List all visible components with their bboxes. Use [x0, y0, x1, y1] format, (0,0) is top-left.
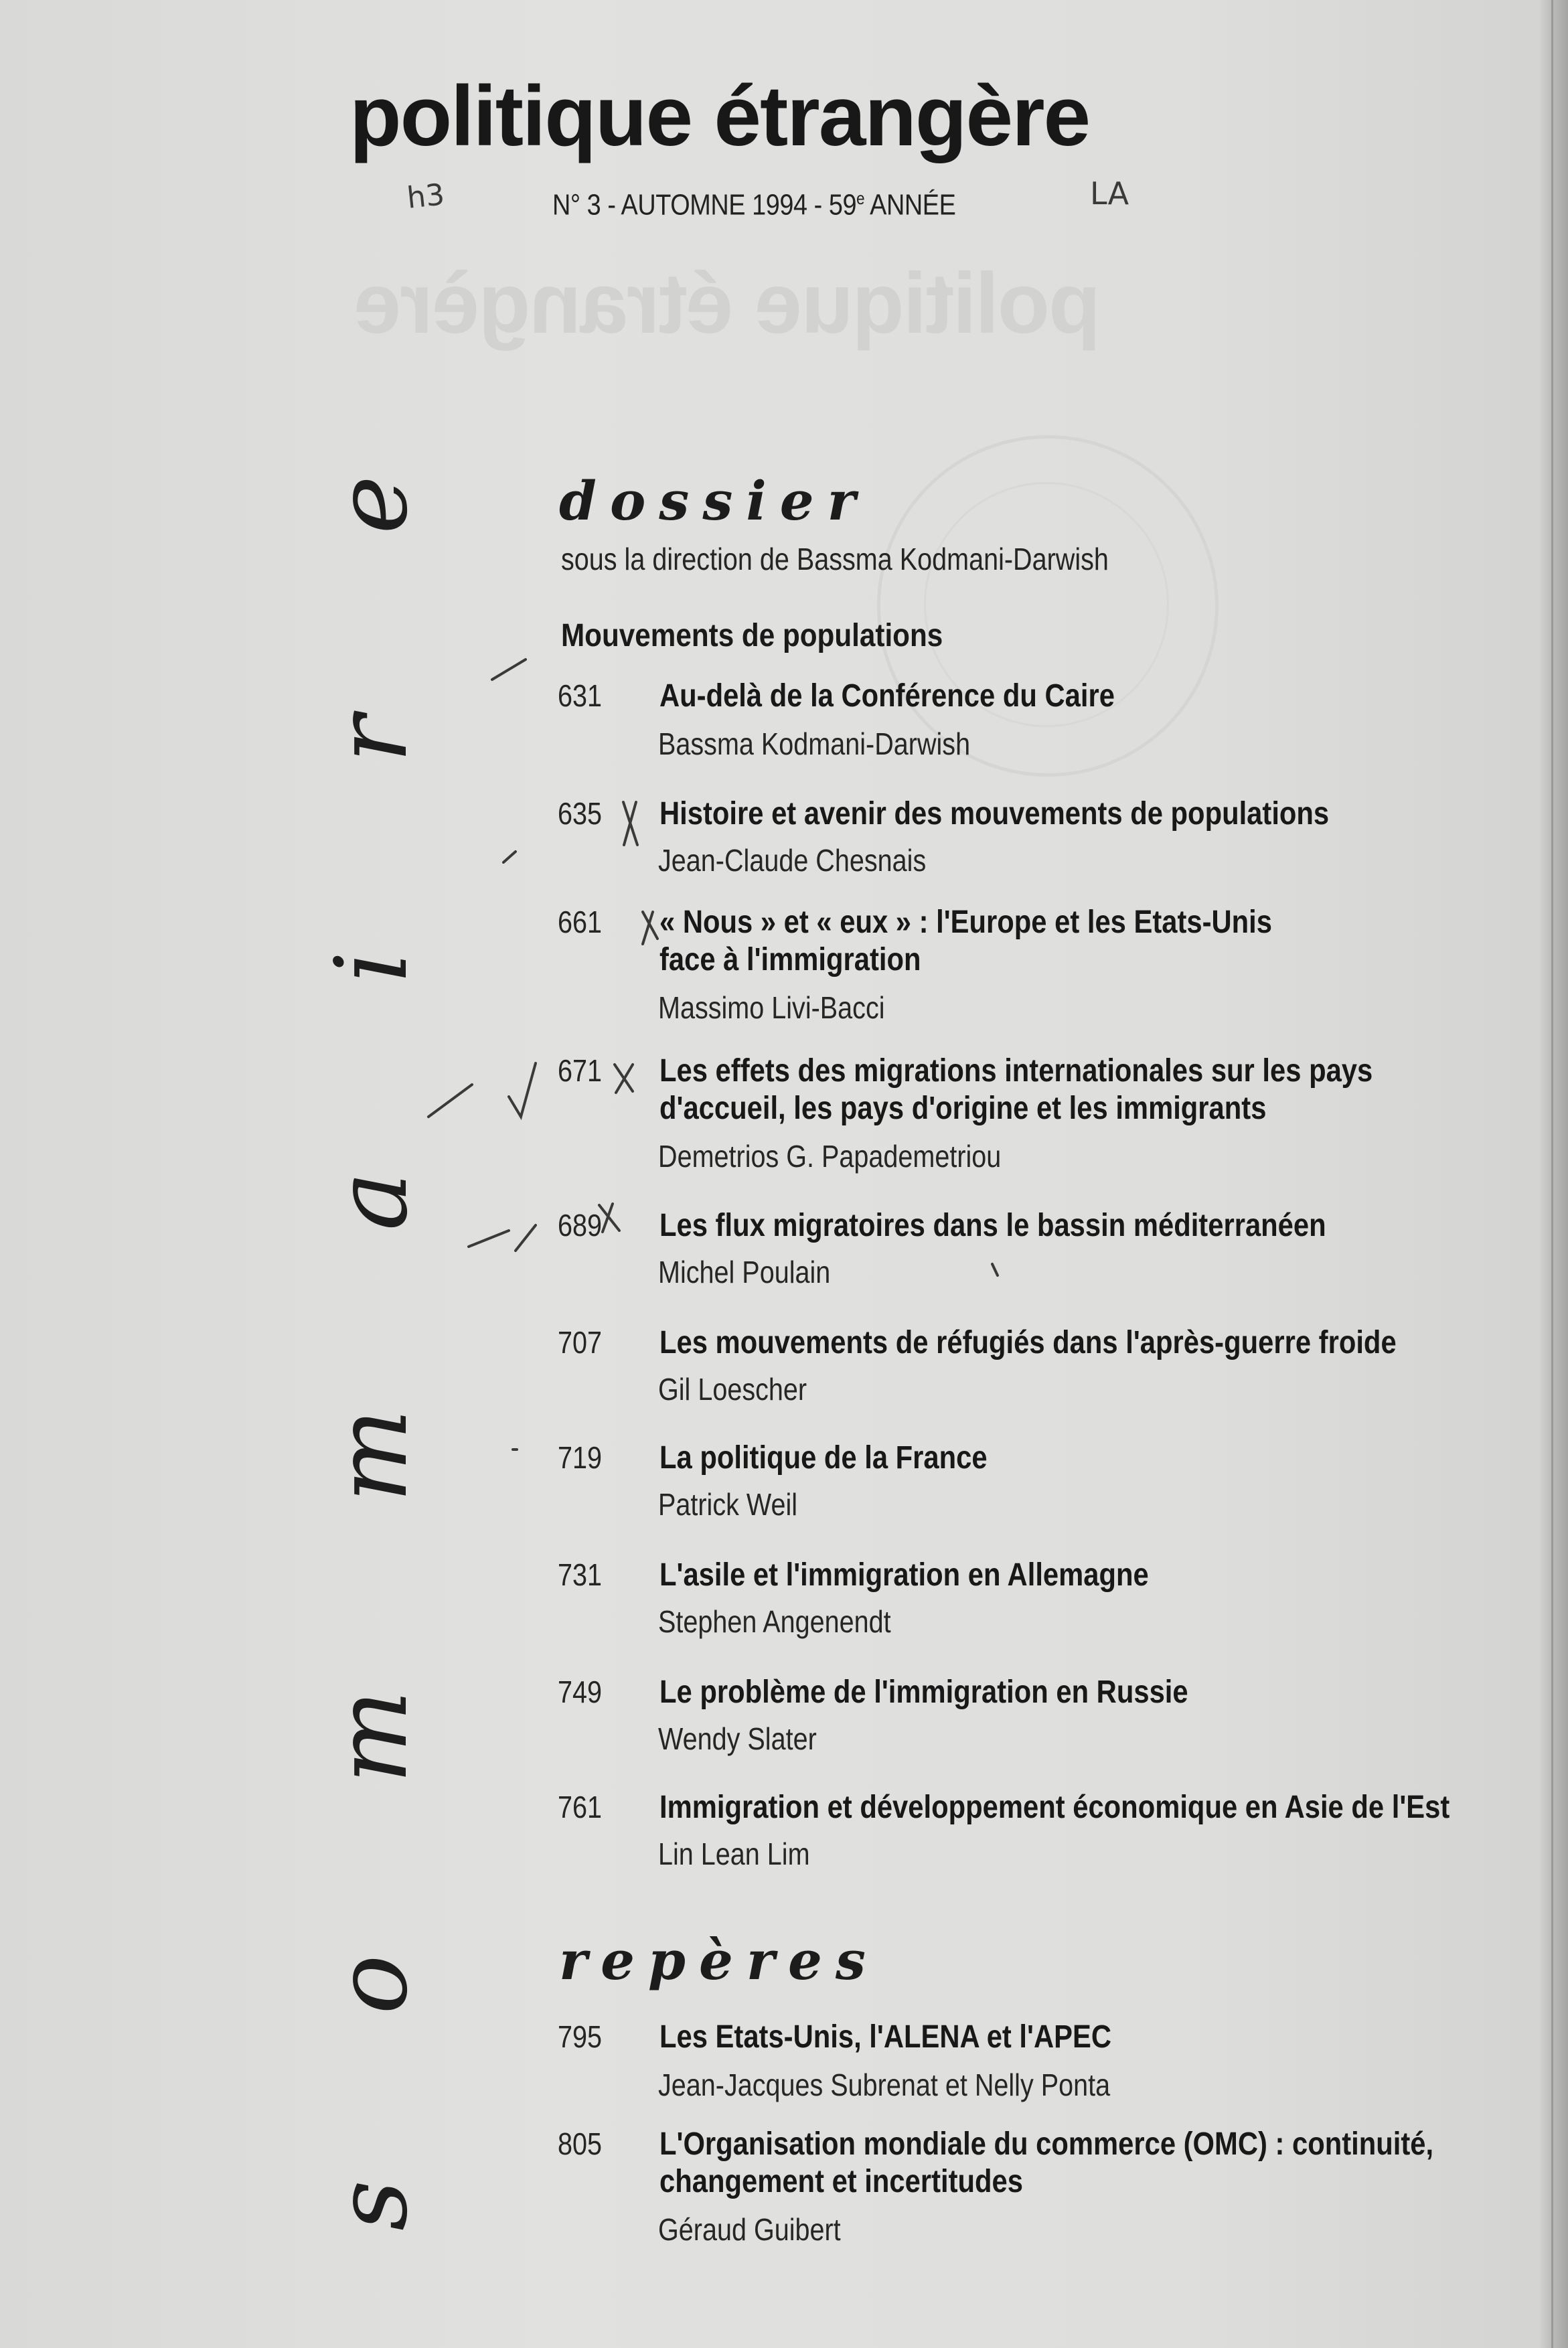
toc-title: Au-delà de la Conférence du Caire: [659, 678, 1115, 714]
vertical-letter: m: [314, 1689, 429, 1784]
vertical-letter: s: [314, 2180, 429, 2231]
dossier-subsection: Mouvements de populations: [561, 618, 943, 653]
toc-author: Stephen Angenendt: [658, 1604, 891, 1639]
toc-title: Les flux migratoires dans le bassin méditerranéen: [659, 1208, 1326, 1243]
toc-page-number: 731: [558, 1557, 603, 1592]
toc-page-number: 631: [558, 678, 603, 713]
toc-page-number: 719: [558, 1440, 603, 1475]
toc-page-number: 795: [558, 2019, 603, 2054]
toc-page-number: 707: [558, 1325, 603, 1360]
vertical-letter: m: [314, 1408, 429, 1503]
reperes-heading: repères: [559, 1929, 879, 1992]
toc-title: L'asile et l'immigration en Allemagne: [659, 1557, 1149, 1593]
toc-author: Jean-Jacques Subrenat et Nelly Ponta: [658, 2067, 1111, 2102]
toc-author: Demetrios G. Papademetriou: [658, 1139, 1002, 1174]
issue-prefix: N° 3 - AUTOMNE 1994 - 59: [552, 188, 857, 222]
toc-title: Les Etats-Unis, l'ALENA et l'APEC: [659, 2019, 1111, 2055]
toc-author: Michel Poulain: [658, 1255, 831, 1289]
vertical-letter: r: [314, 715, 429, 763]
toc-title: Les effets des migrations internationales sur les pays d'accueil, les pays d'origine et les immigrants: [659, 1053, 1373, 1126]
issue-suffix: ANNÉE: [864, 188, 956, 222]
toc-page-number: 749: [558, 1674, 603, 1709]
ghost-showthrough-title: politique étrangère: [355, 256, 1101, 351]
dossier-direction: sous la direction de Bassma Kodmani-Darwish: [561, 542, 1109, 576]
toc-title: La politique de la France: [659, 1440, 988, 1476]
handwritten-note-left: h3: [405, 177, 447, 216]
toc-title: Immigration et développement économique en Asie de l'Est: [659, 1790, 1450, 1825]
handwritten-note-right: LA: [1090, 175, 1129, 212]
toc-author: Géraud Guibert: [658, 2212, 841, 2247]
toc-page-number: 689: [558, 1208, 603, 1243]
toc-title: « Nous » et « eux » : l'Europe et les Etats-Unis face à l'immigration: [659, 905, 1273, 977]
toc-page-number: 761: [558, 1790, 603, 1824]
page-edge-shadow: [1539, 0, 1568, 2348]
toc-title: Le problème de l'immigration en Russie: [659, 1674, 1188, 1710]
toc-author: Gil Loescher: [658, 1372, 807, 1407]
page-edge-line: [1551, 0, 1553, 2348]
toc-page-number: 635: [558, 796, 603, 831]
vertical-letter: e: [314, 475, 429, 534]
toc-author: Jean-Claude Chesnais: [658, 843, 927, 878]
journal-title: politique étrangère: [349, 68, 1090, 163]
issue-line: [552, 188, 955, 222]
toc-page-number: 805: [558, 2126, 603, 2161]
toc-page-number: 661: [558, 905, 603, 939]
toc-author: Lin Lean Lim: [658, 1836, 810, 1871]
vertical-letter: a: [314, 1171, 429, 1231]
toc-title: Histoire et avenir des mouvements de populations: [659, 796, 1330, 832]
toc-author: Patrick Weil: [658, 1487, 798, 1522]
dossier-heading: dossier: [559, 469, 869, 532]
issue-superscript: e: [856, 188, 865, 208]
toc-author: Wendy Slater: [658, 1721, 817, 1756]
vertical-letter: i: [314, 951, 429, 983]
vertical-letter: o: [314, 1954, 429, 2015]
toc-author: Massimo Livi-Bacci: [658, 990, 885, 1025]
toc-title: L'Organisation mondiale du commerce (OMC) : continuité, changement et incertitudes: [659, 2126, 1434, 2199]
toc-title: Les mouvements de réfugiés dans l'après-guerre froide: [659, 1325, 1397, 1360]
toc-page-number: 671: [558, 1053, 603, 1088]
toc-author: Bassma Kodmani-Darwish: [658, 726, 971, 761]
